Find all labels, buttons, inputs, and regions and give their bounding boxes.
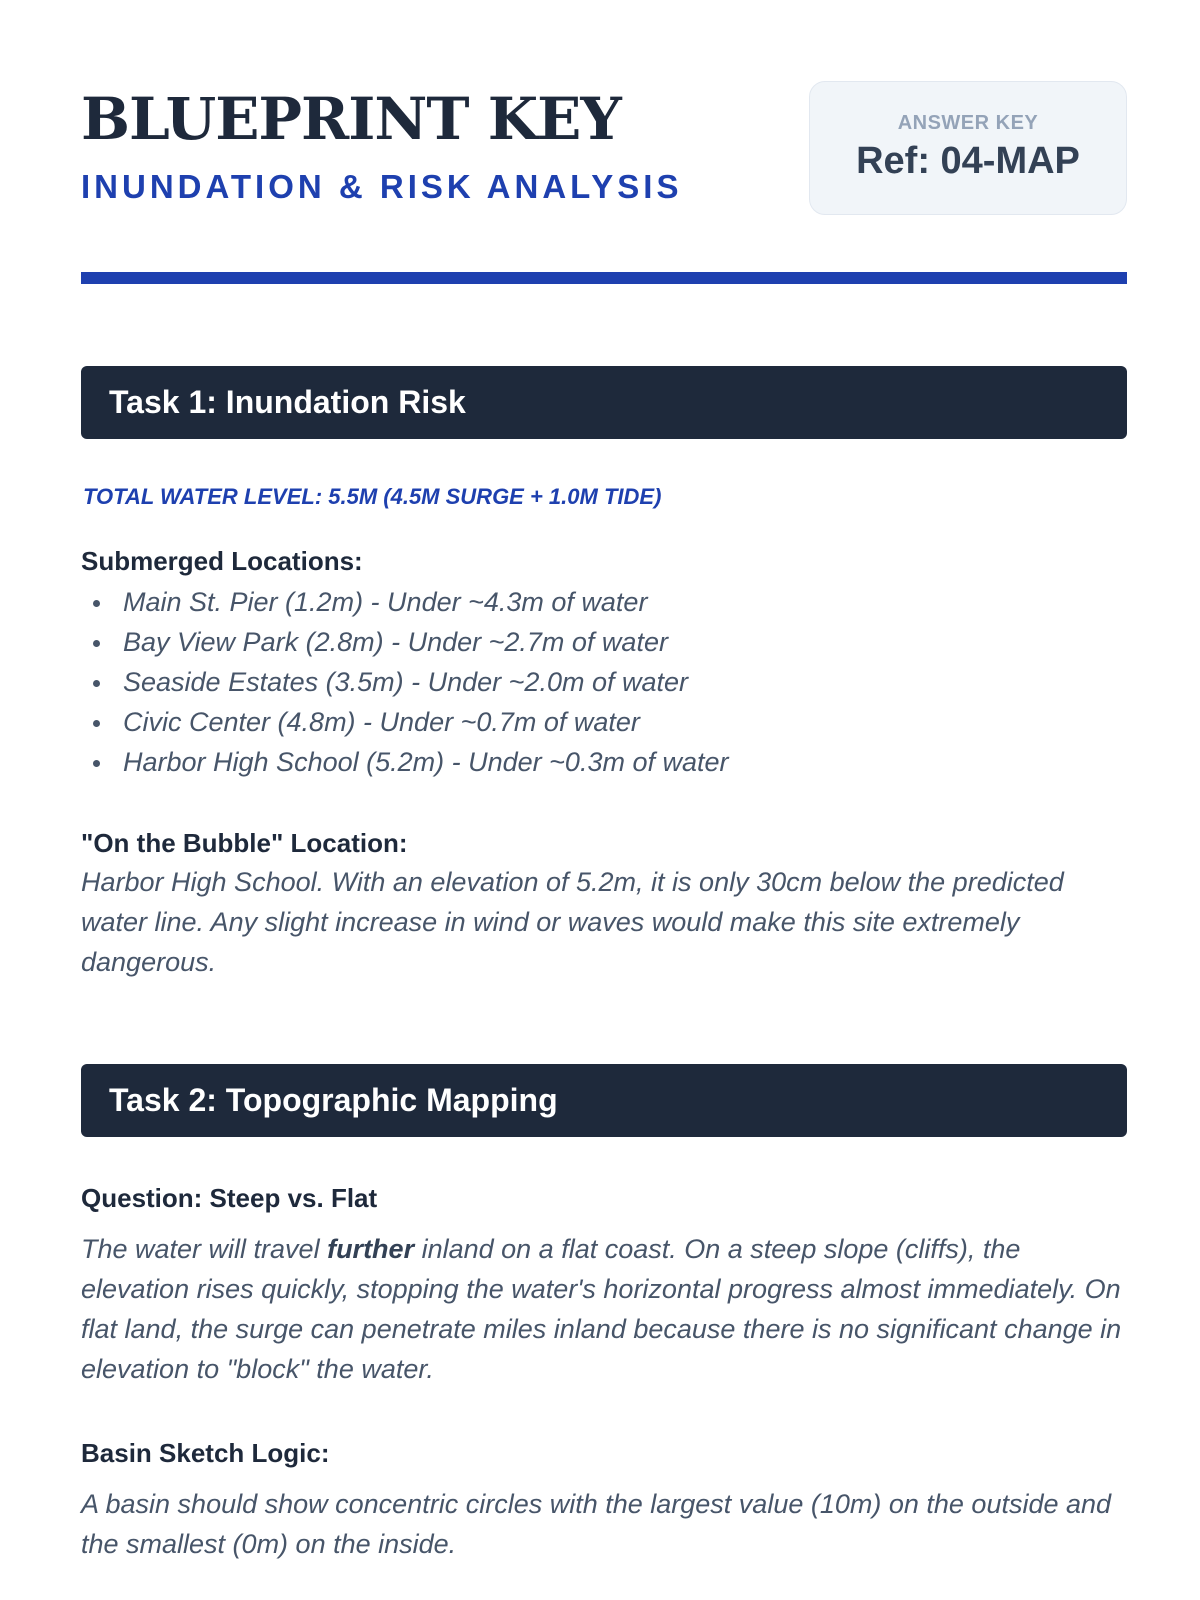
document-subtitle: INUNDATION & RISK ANALYSIS (81, 168, 683, 205)
list-item: Bay View Park (2.8m) - Under ~2.7m of water (81, 622, 729, 662)
on-the-bubble-text: Harbor High School. With an elevation of 5.2m, it is only 30cm below the predicted water line. Any slight increase in wind or waves would make this site extremely dangerous. (81, 867, 1064, 977)
on-the-bubble-label: "On the Bubble" Location: (81, 828, 408, 858)
list-item: Harbor High School (5.2m) - Under ~0.3m of water (81, 742, 729, 782)
document-header (81, 80, 1127, 220)
submerged-locations-label: Submerged Locations: (81, 546, 363, 576)
answer-text-end: inland on a flat coast. On a steep slope (cliffs), the elevation rises quickly, stopping the water's horizontal progress almost immediately. On flat land, the surge can penetrate miles inland because there is no significant change in elevation to "block" the water. (81, 1234, 1122, 1384)
list-item: Main St. Pier (1.2m) - Under ~4.3m of water (81, 582, 729, 622)
task-2-heading: Task 2: Topographic Mapping (81, 1064, 1127, 1137)
answer-emphasis: further (327, 1234, 415, 1264)
total-water-level: TOTAL WATER LEVEL: 5.5M (4.5M SURGE + 1.0M TIDE) (83, 484, 662, 509)
document-title: BLUEPRINT KEY (81, 85, 621, 153)
list-item: Seaside Estates (3.5m) - Under ~2.0m of water (81, 662, 729, 702)
task-1-heading: Task 1: Inundation Risk (81, 366, 1127, 439)
submerged-locations-list (81, 582, 729, 782)
steep-vs-flat-answer (81, 1229, 1131, 1389)
question-label: Question: Steep vs. Flat (81, 1183, 378, 1213)
answer-text-start: The water will travel (81, 1234, 328, 1264)
header-divider (81, 272, 1127, 284)
basin-sketch-text: A basin should show concentric circles with the largest value (10m) on the outside and the smallest (0m) on the inside. (81, 1489, 1112, 1559)
basin-sketch-label: Basin Sketch Logic: (81, 1438, 330, 1468)
reference-value: Ref: 04-MAP (856, 140, 1080, 182)
list-item: Civic Center (4.8m) - Under ~0.7m of water (81, 702, 729, 742)
reference-label: ANSWER KEY (897, 112, 1039, 134)
reference-box (809, 81, 1127, 215)
